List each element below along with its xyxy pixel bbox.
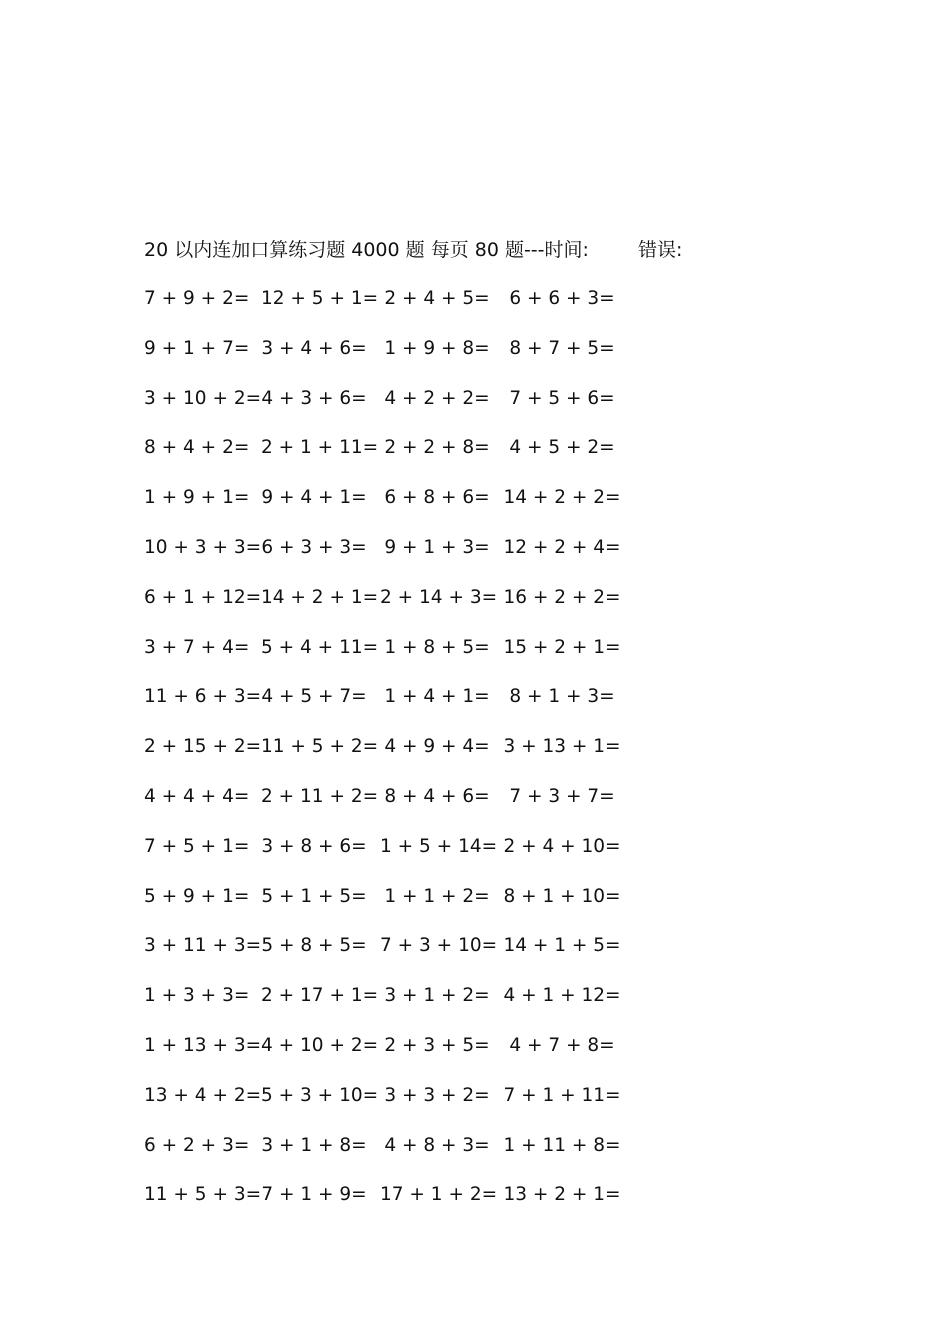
problem: 2 + 15 + 2= [144, 736, 262, 758]
problem-row [144, 284, 644, 334]
problem-row [144, 1180, 644, 1230]
problem: 6 + 6 + 3= [509, 288, 615, 309]
problem: 13 + 4 + 2= [144, 1084, 262, 1106]
errors-label: 错误: [638, 239, 683, 261]
problem: 2 + 14 + 3= [380, 586, 498, 608]
problem-row [144, 633, 644, 683]
problem: 6 + 2 + 3= [144, 1134, 250, 1156]
problem: 10 + 3 + 3= [144, 536, 262, 558]
problem: 7 + 1 + 11= [503, 1084, 621, 1106]
problem-row [144, 981, 644, 1031]
problem: 17 + 1 + 2= [380, 1184, 498, 1206]
problem: 8 + 1 + 10= [503, 885, 621, 907]
problem: 8 + 7 + 5= [509, 337, 615, 359]
problem-row [144, 384, 644, 434]
problem: 1 + 13 + 3= [144, 1034, 262, 1056]
problem: 8 + 4 + 6= [384, 785, 490, 807]
problem: 4 + 5 + 7= [261, 686, 367, 708]
problem-grid [144, 284, 644, 1230]
problem: 1 + 1 + 2= [384, 885, 490, 907]
problem: 1 + 3 + 3= [144, 985, 250, 1007]
problem: 4 + 2 + 2= [384, 387, 490, 409]
problem-row [144, 583, 644, 633]
problem: 11 + 6 + 3= [144, 686, 262, 708]
problem: 1 + 11 + 8= [503, 1134, 621, 1156]
problem: 5 + 4 + 11= [261, 636, 379, 658]
problem-row [144, 483, 644, 533]
problem-row [144, 533, 644, 583]
problem: 6 + 3 + 3= [261, 536, 367, 558]
problem: 2 + 4 + 10= [503, 835, 621, 857]
problem: 1 + 9 + 8= [384, 337, 490, 359]
problem: 4 + 9 + 4= [384, 736, 490, 758]
problem-row [144, 334, 644, 384]
problem: 3 + 1 + 2= [384, 985, 490, 1007]
problem: 3 + 7 + 4= [144, 636, 250, 658]
problem: 4 + 8 + 3= [384, 1134, 490, 1156]
problem-row [144, 1031, 644, 1081]
problem: 8 + 4 + 2= [144, 437, 250, 459]
problem: 9 + 1 + 7= [144, 337, 250, 359]
problem: 3 + 10 + 2= [144, 387, 262, 409]
problem: 15 + 2 + 1= [503, 636, 621, 658]
problem-row [144, 782, 644, 832]
problem: 2 + 4 + 5= [384, 288, 490, 309]
problem: 4 + 5 + 2= [509, 437, 615, 459]
problem: 2 + 2 + 8= [384, 437, 490, 459]
problem: 5 + 3 + 10= [261, 1084, 379, 1106]
problem: 12 + 2 + 4= [503, 536, 621, 558]
problem: 1 + 4 + 1= [384, 686, 490, 708]
problem: 5 + 8 + 5= [261, 935, 367, 957]
problem: 12 + 5 + 1= [261, 288, 379, 309]
problem: 3 + 11 + 3= [144, 935, 262, 957]
problem: 3 + 8 + 6= [261, 835, 367, 857]
problem-row [144, 1131, 644, 1181]
problem: 4 + 4 + 4= [144, 785, 250, 807]
problem-row [144, 682, 644, 732]
problem-row [144, 931, 644, 981]
problem: 16 + 2 + 2= [503, 586, 621, 608]
problem: 9 + 4 + 1= [261, 487, 367, 509]
problem: 1 + 8 + 5= [384, 636, 490, 658]
problem: 13 + 2 + 1= [503, 1184, 621, 1206]
problem: 2 + 11 + 2= [261, 785, 379, 807]
problem: 3 + 1 + 8= [261, 1134, 367, 1156]
problem: 7 + 5 + 1= [144, 835, 250, 857]
worksheet-title: 20 以内连加口算练习题 4000 题 每页 80 题---时间: [144, 239, 589, 261]
problem: 8 + 1 + 3= [509, 686, 615, 708]
problem: 7 + 3 + 7= [509, 785, 615, 807]
problem: 3 + 13 + 1= [503, 736, 621, 758]
problem: 2 + 1 + 11= [261, 437, 379, 459]
problem: 5 + 9 + 1= [144, 885, 250, 907]
problem: 14 + 1 + 5= [503, 935, 621, 957]
problem: 7 + 1 + 9= [261, 1184, 367, 1206]
problem: 2 + 17 + 1= [261, 985, 379, 1007]
problem: 3 + 3 + 2= [384, 1084, 490, 1106]
problem: 2 + 3 + 5= [384, 1034, 490, 1056]
problem: 4 + 7 + 8= [509, 1034, 615, 1056]
problem-row [144, 732, 644, 782]
problem: 9 + 1 + 3= [384, 536, 490, 558]
problem: 1 + 5 + 14= [380, 835, 498, 857]
problem-row [144, 832, 644, 882]
problem: 11 + 5 + 2= [261, 736, 379, 758]
problem-row [144, 882, 644, 932]
problem: 6 + 1 + 12= [144, 586, 262, 608]
problem: 14 + 2 + 1= [261, 586, 379, 608]
problem: 11 + 5 + 3= [144, 1184, 262, 1206]
problem: 6 + 8 + 6= [384, 487, 490, 509]
problem: 4 + 10 + 2= [261, 1034, 379, 1056]
problem: 4 + 3 + 6= [261, 387, 367, 409]
problem: 5 + 1 + 5= [261, 885, 367, 907]
problem: 1 + 9 + 1= [144, 487, 250, 509]
problem: 7 + 3 + 10= [380, 935, 498, 957]
problem: 7 + 5 + 6= [509, 387, 615, 409]
problem-row [144, 433, 644, 483]
worksheet-header [144, 236, 764, 264]
problem: 14 + 2 + 2= [503, 487, 621, 509]
problem-row [144, 1081, 644, 1131]
problem: 4 + 1 + 12= [503, 985, 621, 1007]
problem: 3 + 4 + 6= [261, 337, 367, 359]
problem: 7 + 9 + 2= [144, 288, 250, 309]
